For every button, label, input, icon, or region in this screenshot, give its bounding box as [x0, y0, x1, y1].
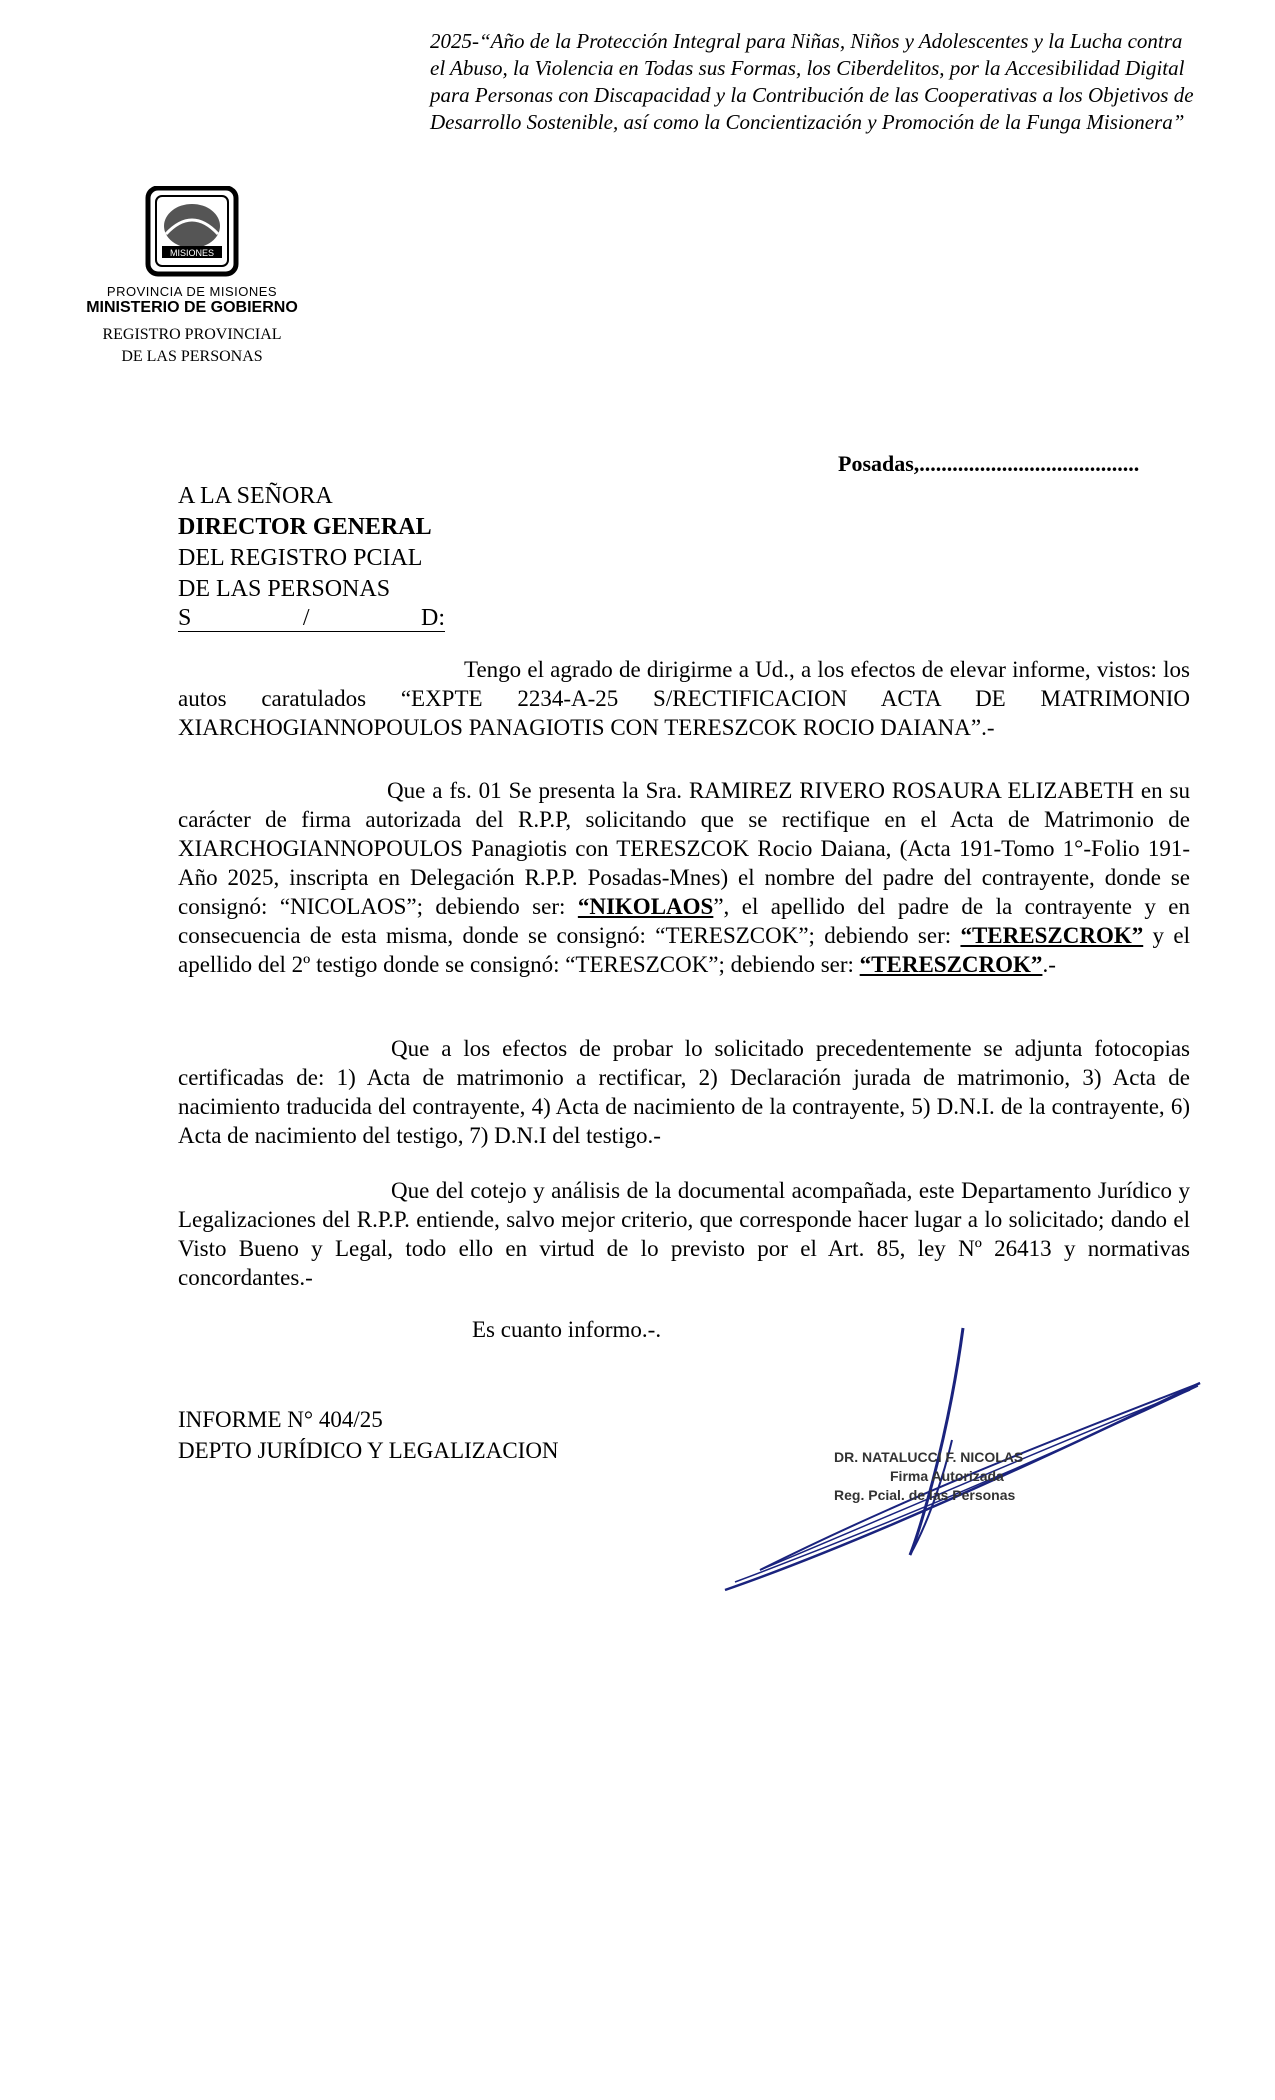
sd-d: D: [421, 605, 445, 631]
place-date: Posadas,........................................ [838, 451, 1140, 476]
report-block [178, 1404, 559, 1466]
signature-stamp [834, 1448, 1023, 1505]
ministry-name: MINISTERIO DE GOBIERNO [86, 299, 298, 316]
sd-slash: / [302, 605, 310, 631]
p2-text-b: ”, el apellido del padre de la contrayente y en consecuencia de esta misma, donde se consignó: “TERESZCOK”; debiendo ser: [178, 894, 1191, 948]
addressee-line-4: DE LAS PERSONAS [178, 576, 391, 602]
report-number: INFORME N° 404/25 [178, 1407, 383, 1432]
stamp-name: DR. NATALUCCI F. NICOLAS [834, 1449, 1024, 1465]
registry-name [72, 324, 312, 368]
paragraph-3: Que a los efectos de probar lo solicitado precedentemente se adjunta fotocopias certificadas de: 1) Acta de matrimonio a rectificar, 2) Declaración jurada de matrimonio, 3) Acta de nacimiento traducida del contrayente, 4) Acta de nacimiento de la contrayente, 5) D.N.I. de la contrayente, 6) Acta de nacimiento del testigo, 7) D.N.I del testigo.- [178, 1036, 1190, 1148]
sd-s: S [178, 605, 192, 631]
addressee-line-3: DEL REGISTRO PCIAL [178, 545, 423, 571]
p2-highlight-2: “TERESZCROK” [960, 923, 1144, 948]
addressee-block [178, 481, 445, 632]
province-name: PROVINCIA DE MISIONES [106, 284, 278, 299]
p2-highlight-3: “TERESZCROK” [859, 952, 1043, 977]
stamp-office: Reg. Pcial. de las Personas [834, 1487, 1016, 1503]
paragraph-2 [178, 776, 1190, 979]
p2-highlight-1: “NIKOLAOS [577, 894, 714, 919]
p2-text-a: Que a fs. 01 Se presenta la Sra. RAMIREZ RIVERO ROSAURA ELIZABETH en su carácter de firma autorizada del R.P.P, solicitando que se rectifique en el Acta de Matrimonio de XIARCHOGIANNOPOULOS Panagiotis con TERESZCOK Rocio Daiana, (Acta 191-Tomo 1°-Folio 191-Año 2025, inscripta en Delegación R.P.P. Posadas-Mnes) el nombre del padre del contrayente, donde se consignó: “NICOLAOS”; debiendo ser: [178, 778, 1190, 919]
p2-text-d: .- [1042, 952, 1056, 977]
paragraph-1: Tengo el agrado de dirigirme a Ud., a los efectos de elevar informe, vistos: los autos caratulados “EXPTE 2234-A-25 S/RECTIFICACION ACTA DE MATRIMONIO XIARCHOGIANNOPOULOS PANAGIOTIS CON TERESZCOK ROCIO DAIANA”.- [178, 657, 1190, 740]
addressee-line-2: DIRECTOR GENERAL [178, 514, 432, 540]
ministry-logo [72, 186, 312, 317]
report-department: DEPTO JURÍDICO Y LEGALIZACION [178, 1438, 559, 1463]
addressee-line-1: A LA SEÑORA [178, 483, 333, 509]
stamp-role: Firma Autorizada [890, 1468, 1004, 1484]
header-motto: 2025-“Año de la Protección Integral para Niñas, Niños y Adolescentes y la Lucha contra el Abuso, la Violencia en Todas sus Formas, los Ciberdelitos, por la Accesibilidad Digital para Personas con Discapacidad y la Contribución de las Cooperativas a los Objetivos de Desarrollo Sostenible, así como la Concientización y Promoción de la Funga Misionera” [430, 29, 1194, 134]
provincial-seal-icon [136, 186, 248, 278]
paragraph-4: Que del cotejo y análisis de la documental acompañada, este Departamento Jurídico y Legalizaciones del R.P.P. entiende, salvo mejor criterio, que corresponde hacer lugar a lo solicitado; dando el Visto Bueno y Legal, todo ello en virtud de lo previsto por el Art. 85, ley Nº 26413 y normativas concordantes.- [178, 1178, 1190, 1290]
registry-line-2: DE LAS PERSONAS [121, 348, 263, 365]
p2-text-c: y el apellido del 2º testigo donde se consignó: “TERESZCOK”; debiendo ser: [178, 923, 1190, 977]
registry-line-1: REGISTRO PROVINCIAL [102, 326, 282, 343]
salutation-sd [178, 605, 445, 632]
seal-text: MISIONES [169, 248, 215, 258]
closing-line: Es cuanto informo.-. [472, 1317, 662, 1342]
